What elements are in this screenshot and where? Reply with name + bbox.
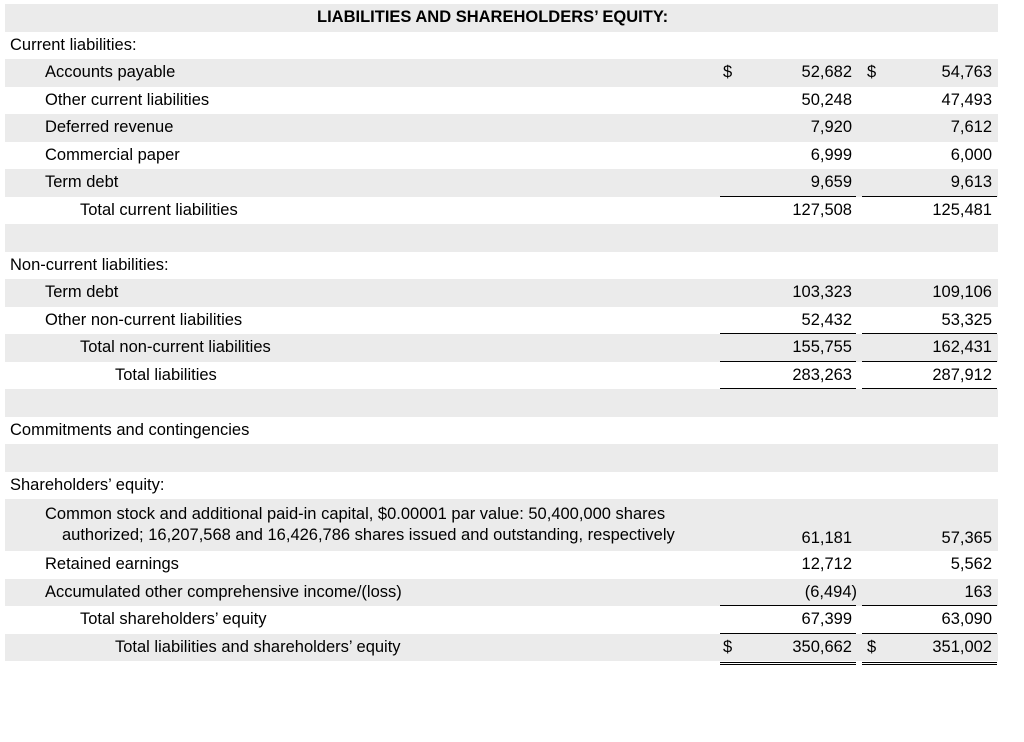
value-col2: 57,365 xyxy=(941,529,992,547)
total-row xyxy=(5,362,998,390)
current-liabilities-heading: Current liabilities: xyxy=(10,35,137,54)
value-col2: 163 xyxy=(964,582,992,601)
double-underline xyxy=(720,662,856,665)
value-col1: 52,432 xyxy=(801,310,852,329)
value-col2: 5,562 xyxy=(950,555,992,574)
value-col2: 162,431 xyxy=(932,338,992,357)
value-col1: 12,712 xyxy=(801,555,852,574)
value-col2: 53,325 xyxy=(941,310,992,329)
value-col1: 9,659 xyxy=(810,173,852,192)
row-label: Total liabilities and shareholders’ equity xyxy=(115,637,401,656)
value-col2: 109,106 xyxy=(932,283,992,302)
commitments-label: Commitments and contingencies xyxy=(10,420,250,439)
value-col2: 125,481 xyxy=(932,200,992,219)
row-label: Total current liabilities xyxy=(80,200,238,219)
row-label: Commercial paper xyxy=(45,145,180,164)
table-row xyxy=(5,579,998,607)
double-underline xyxy=(862,662,997,665)
row-label: Total non-current liabilities xyxy=(80,338,271,357)
row-label: Total liabilities xyxy=(115,365,217,384)
total-row xyxy=(5,334,998,362)
value-col1: 52,682 xyxy=(801,63,852,82)
value-col1: 61,181 xyxy=(801,529,852,547)
table-row xyxy=(5,114,998,142)
value-col2: 47,493 xyxy=(941,90,992,109)
total-row xyxy=(5,606,998,634)
value-col2: 351,002 xyxy=(932,637,992,656)
common-stock-line1: Common stock and additional paid-in capital, $0.00001 par value: 50,400,000 shares xyxy=(45,505,666,523)
common-stock-line2: authorized; 16,207,568 and 16,426,786 shares issued and outstanding, respectively xyxy=(62,526,675,544)
section-header-row xyxy=(5,4,998,32)
row-label: Total shareholders’ equity xyxy=(80,610,267,629)
value-col1: 50,248 xyxy=(801,90,852,109)
noncurrent-liabilities-heading-row xyxy=(5,252,998,280)
spacer-row xyxy=(5,444,998,472)
row-label: Term debt xyxy=(45,283,119,302)
grand-total-row xyxy=(5,634,998,662)
value-col2: 6,000 xyxy=(950,145,992,164)
table-row xyxy=(5,59,998,87)
table-row xyxy=(5,169,998,197)
row-label: Accumulated other comprehensive income/(loss) xyxy=(45,582,402,601)
table-row xyxy=(5,307,998,335)
value-col1: 67,399 xyxy=(801,610,852,629)
value-col2: 7,612 xyxy=(950,118,992,137)
value-col1: (6,494) xyxy=(804,582,857,601)
table-row xyxy=(5,87,998,115)
currency-symbol: $ xyxy=(867,63,877,82)
table-row xyxy=(5,142,998,170)
row-label: Term debt xyxy=(45,173,119,192)
table-row xyxy=(5,499,998,551)
row-label: Deferred revenue xyxy=(45,118,174,137)
balance-sheet xyxy=(5,4,998,661)
section-title: LIABILITIES AND SHAREHOLDERS’ EQUITY: xyxy=(317,8,669,27)
value-col1: 350,662 xyxy=(792,637,852,656)
currency-symbol: $ xyxy=(723,63,733,82)
row-label: Accounts payable xyxy=(45,63,176,82)
row-label: Retained earnings xyxy=(45,555,179,574)
value-col1: 7,920 xyxy=(810,118,852,137)
row-label: Other current liabilities xyxy=(45,90,210,109)
currency-symbol: $ xyxy=(867,637,877,656)
equity-heading: Shareholders’ equity: xyxy=(10,475,165,494)
row-label xyxy=(45,499,675,551)
spacer-row xyxy=(5,389,998,417)
equity-heading-row xyxy=(5,472,998,500)
row-label: Other non-current liabilities xyxy=(45,310,243,329)
value-col1: 6,999 xyxy=(810,145,852,164)
spacer-row xyxy=(5,224,998,252)
value-col1: 155,755 xyxy=(792,338,852,357)
value-col2: 9,613 xyxy=(950,173,992,192)
current-liabilities-heading-row xyxy=(5,32,998,60)
value-col1: 103,323 xyxy=(792,283,852,302)
value-col2: 287,912 xyxy=(932,365,992,384)
commitments-row xyxy=(5,417,998,445)
value-col1: 283,263 xyxy=(792,365,852,384)
table-row xyxy=(5,551,998,579)
value-col2: 54,763 xyxy=(941,63,992,82)
value-col2: 63,090 xyxy=(941,610,992,629)
noncurrent-liabilities-heading: Non-current liabilities: xyxy=(10,255,169,274)
value-col1: 127,508 xyxy=(792,200,852,219)
currency-symbol: $ xyxy=(723,637,733,656)
total-row xyxy=(5,197,998,225)
table-row xyxy=(5,279,998,307)
